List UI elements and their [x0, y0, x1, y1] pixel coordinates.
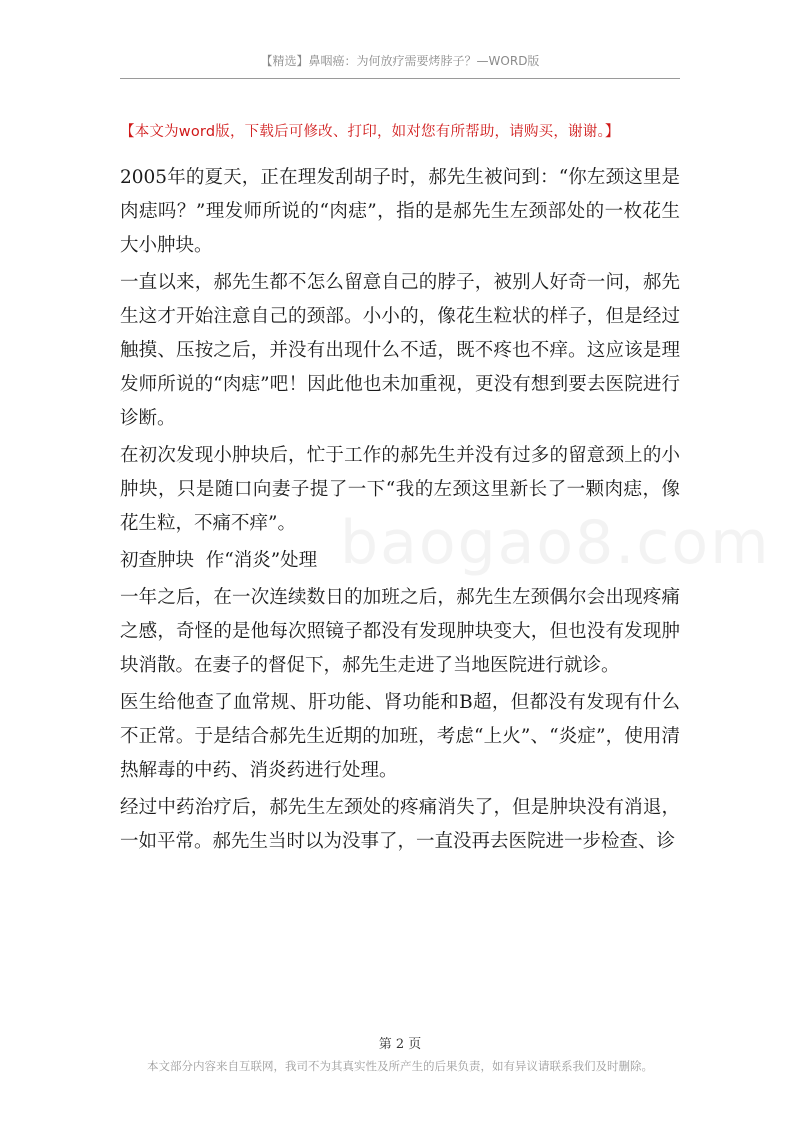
page-number: 第 2 页: [378, 1037, 422, 1052]
footer-disclaimer: 本文部分内容来自互联网，我司不为其真实性及所产生的后果负责，如有异议请联系我们及时删除。: [147, 1059, 653, 1073]
paragraph: 在初次发现小肿块后，忙于工作的郝先生并没有过多的留意颈上的小肿块，只是随口向妻子提了一下“我的左颈这里新长了一颗肉痣，像花生粒，不痛不痒”。: [120, 445, 680, 534]
paragraph: 一直以来，郝先生都不怎么留意自己的脖子，被别人好奇一问，郝先生这才开始注意自己的颈部。小小的，像花生粒状的样子，但是经过触摸、压按之后，并没有出现什么不适，既不疼也不痒。这应该是理发师所说的“肉痣”吧！因此他也未加重视，更没有想到要去医院进行诊断。: [120, 272, 680, 429]
page-header: 【精选】鼻咽癌：为何放疗需要烤脖子？—WORD版: [120, 52, 680, 79]
purchase-notice: 【本文为word版，下载后可修改、打印，如对您有所帮助，请购买，谢谢。】: [120, 124, 620, 140]
paragraph: 经过中药治疗后，郝先生左颈处的疼痛消失了，但是肿块没有消退，一如平常。郝先生当时以为没事了，一直没再去医院进一步检查、诊: [120, 797, 680, 852]
section-heading: 初查肿块 作“消炎”处理: [120, 550, 318, 571]
watermark: baogao8.com: [340, 508, 771, 578]
paragraph: 一年之后，在一次连续数日的加班之后，郝先生左颈偶尔会出现疼痛之感，奇怪的是他每次照镜子都没有发现肿块变大，但也没有发现肿块消散。在妻子的督促下，郝先生走进了当地医院进行就诊。: [120, 587, 680, 676]
article-body: [120, 161, 680, 862]
paragraph: 医生给他查了血常规、肝功能、肾功能和B超，但都没有发现有什么不正常。于是结合郝先生近期的加班，考虑“上火”、“炎症”，使用清热解毒的中药、消炎药进行处理。: [120, 692, 680, 781]
paragraph: 2005年的夏天，正在理发刮胡子时，郝先生被问到：“你左颈这里是肉痣吗？”理发师所说的“肉痣”，指的是郝先生左颈部处的一枚花生大小肿块。: [120, 167, 680, 256]
